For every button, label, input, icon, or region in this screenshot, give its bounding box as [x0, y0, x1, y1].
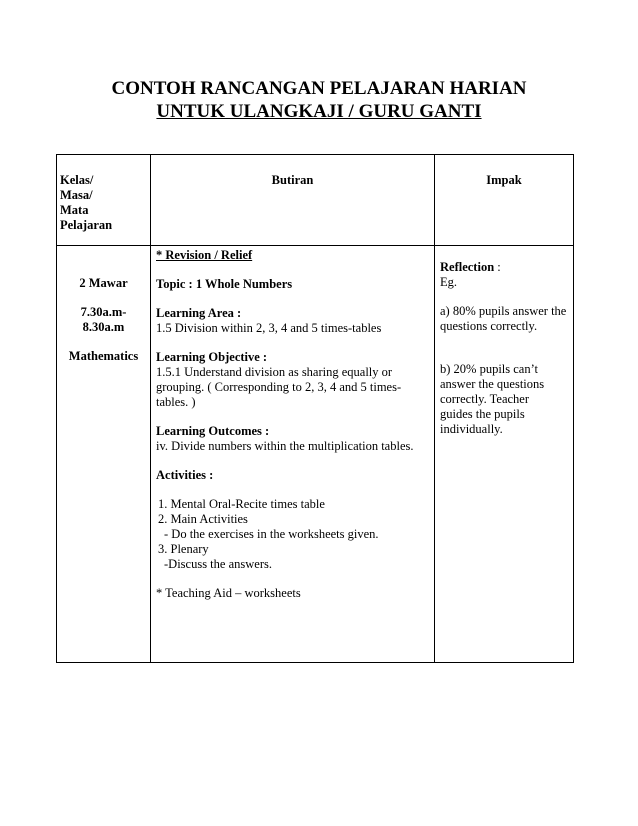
time-start: 7.30a.m-: [80, 305, 127, 319]
page-subtitle: UNTUK ULANGKAJI / GURU GANTI: [156, 101, 482, 122]
learning-outcomes-text: iv. Divide numbers within the multiplication tables.: [156, 439, 414, 453]
activity-item: 2. Main Activities: [158, 512, 248, 526]
page-title-line1: CONTOH RANCANGAN PELAJARAN HARIAN: [111, 78, 527, 99]
page-title-line2: [0, 101, 638, 123]
activity-item: 3. Plenary: [158, 542, 209, 556]
details-cell: [151, 246, 435, 663]
lesson-plan-table: [56, 154, 574, 663]
time-end: 8.30a.m: [82, 320, 125, 334]
body-row: [57, 246, 574, 663]
topic-line: Topic : 1 Whole Numbers: [156, 277, 293, 291]
learning-objective-line: tables. ): [156, 395, 196, 409]
learning-objective-line: 1.5.1 Understand division as sharing equally or: [156, 365, 393, 379]
header-row: [57, 155, 574, 246]
reflection-colon: :: [494, 260, 501, 274]
impact-a-line: questions correctly.: [440, 319, 538, 333]
learning-area-label: Learning Area :: [156, 306, 242, 320]
learning-objective-label: Learning Objective :: [156, 350, 268, 364]
learning-objective-line: grouping. ( Corresponding to 2, 3, 4 and 5 times-: [156, 380, 402, 394]
impact-b-line: individually.: [440, 422, 503, 436]
impact-b-line: correctly. Teacher: [440, 392, 529, 406]
impact-b-line: answer the questions: [440, 377, 545, 391]
revision-label: * Revision / Relief: [156, 248, 253, 262]
activities-label: Activities :: [156, 468, 214, 482]
header-class-time-subject: [57, 155, 151, 246]
eg-label: Eg.: [440, 275, 458, 289]
activity-subitem: -Discuss the answers.: [164, 557, 272, 571]
header-pelajaran: Pelajaran: [60, 218, 113, 232]
impact-cell: [435, 246, 574, 663]
header-mata: Mata: [60, 203, 89, 217]
header-kelas: Kelas/: [60, 173, 94, 187]
header-butiran: Butiran: [151, 155, 435, 246]
teaching-aid: * Teaching Aid – worksheets: [156, 586, 301, 600]
impact-a-line: a) 80% pupils answer the: [440, 304, 567, 318]
learning-area-text: 1.5 Division within 2, 3, 4 and 5 times-tables: [156, 321, 382, 335]
impact-b-line: guides the pupils: [440, 407, 525, 421]
class-name: 2 Mawar: [79, 276, 128, 290]
activity-item: 1. Mental Oral-Recite times table: [158, 497, 325, 511]
activity-subitem: - Do the exercises in the worksheets given.: [164, 527, 379, 541]
header-impak: Impak: [435, 155, 574, 246]
reflection-heading: [440, 260, 569, 275]
reflection-label: Reflection: [440, 260, 495, 274]
subject-name: Mathematics: [68, 349, 139, 363]
learning-outcomes-label: Learning Outcomes :: [156, 424, 270, 438]
impact-b-line: b) 20% pupils can’t: [440, 362, 539, 376]
header-masa: Masa/: [60, 188, 93, 202]
class-info-cell: [57, 246, 151, 663]
